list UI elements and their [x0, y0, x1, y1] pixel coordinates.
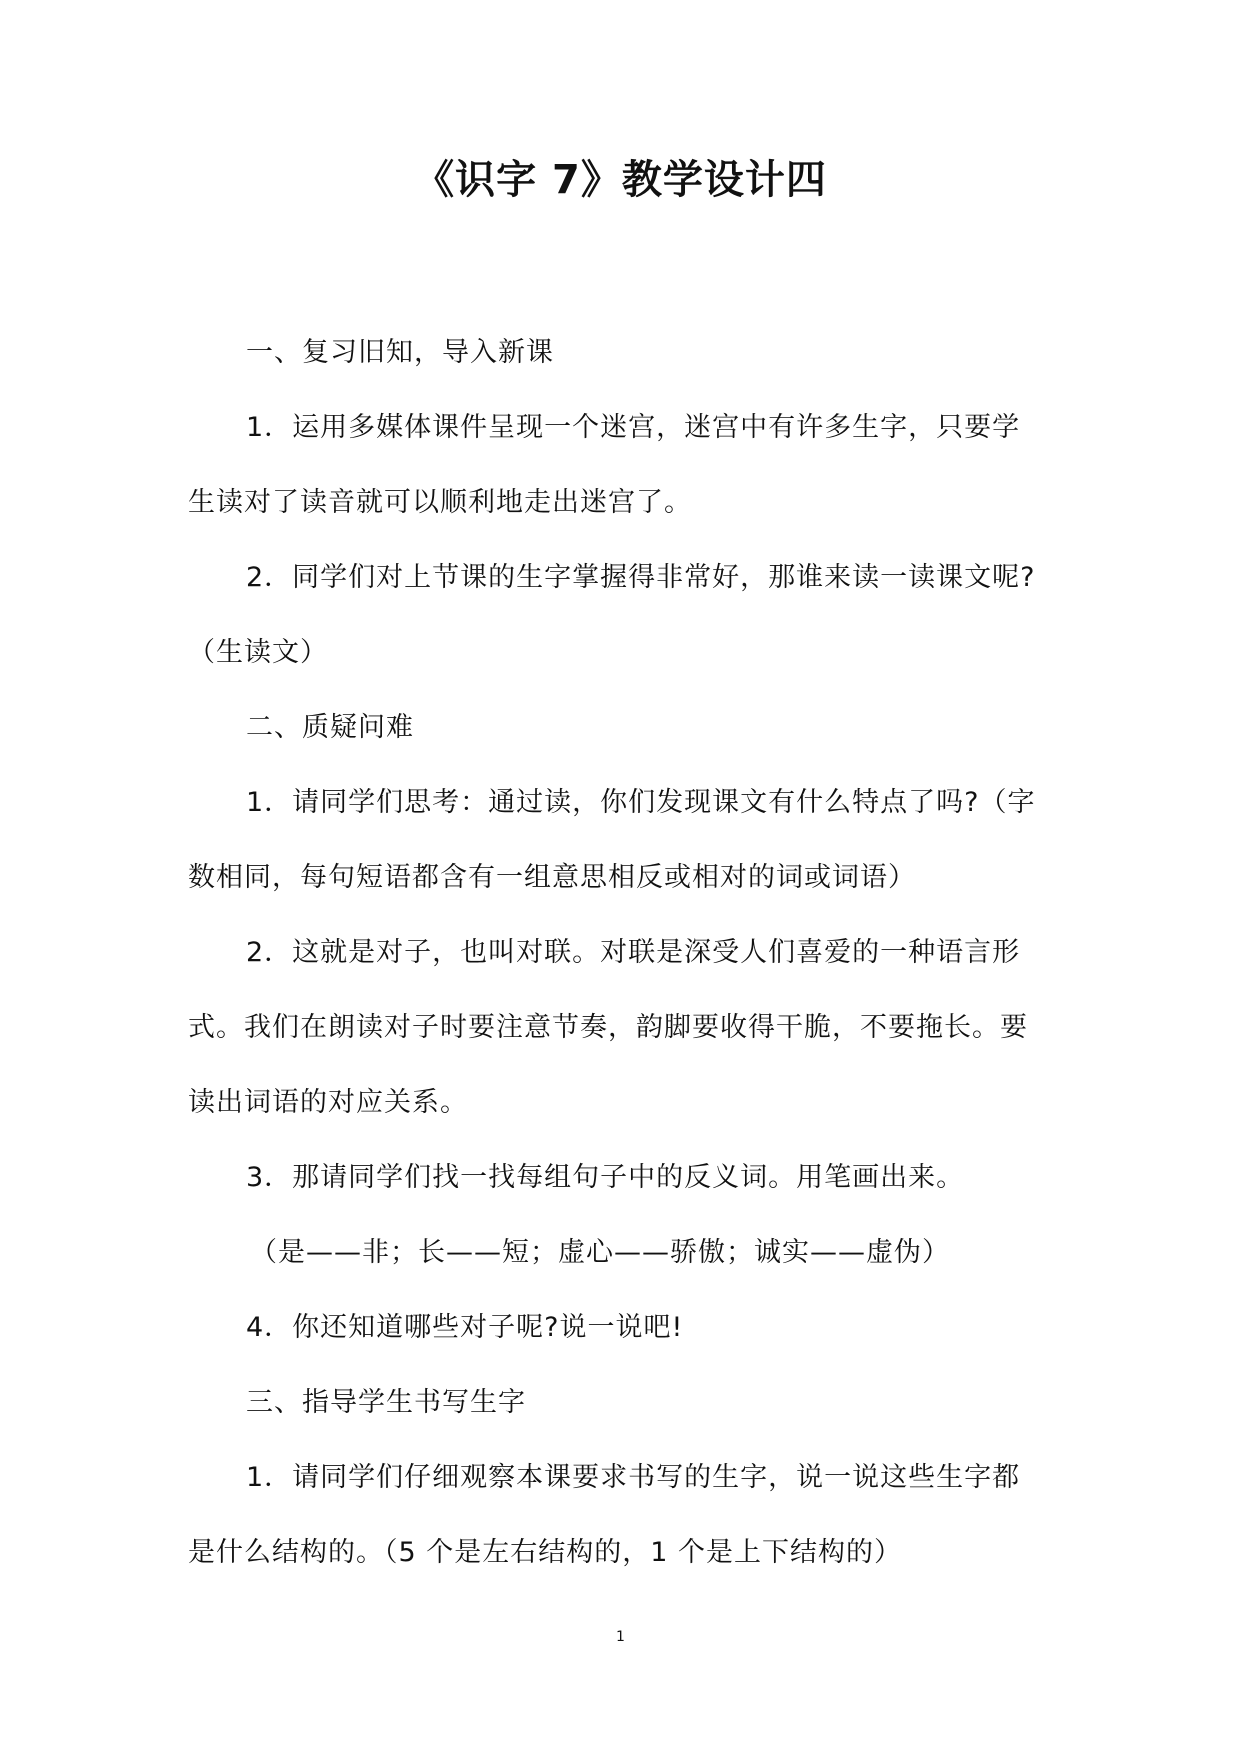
section-heading-2: 二、质疑问难 — [246, 712, 414, 743]
section-heading-1: 一、复习旧知，导入新课 — [246, 337, 554, 368]
paragraph-line: （是——非；长——短；虚心——骄傲；诚实——虚伪） — [250, 1237, 950, 1268]
paragraph-line: （生读文） — [188, 637, 328, 668]
paragraph-line: 是什么结构的。（5 个是左右结构的，1 个是上下结构的） — [188, 1537, 903, 1568]
page-number: 1 — [616, 1629, 625, 1645]
section-heading-3: 三、指导学生书写生字 — [246, 1387, 526, 1418]
document-title: 《识字 7》教学设计四 — [414, 157, 827, 203]
paragraph-line: 2．同学们对上节课的生字掌握得非常好，那谁来读一读课文呢? — [246, 562, 1036, 593]
paragraph-line: 2．这就是对子，也叫对联。对联是深受人们喜爱的一种语言形 — [246, 937, 1021, 968]
paragraph-line: 1．请同学们仔细观察本课要求书写的生字，说一说这些生字都 — [246, 1462, 1021, 1493]
paragraph-line: 式。我们在朗读对子时要注意节奏，韵脚要收得干脆，不要拖长。要 — [188, 1012, 1028, 1043]
paragraph-line: 生读对了读音就可以顺利地走出迷宫了。 — [188, 487, 692, 518]
paragraph-line: 3．那请同学们找一找每组句子中的反义词。用笔画出来。 — [246, 1162, 965, 1193]
paragraph-line: 4．你还知道哪些对子呢?说一说吧! — [246, 1312, 684, 1343]
paragraph-line: 读出词语的对应关系。 — [188, 1087, 468, 1118]
paragraph-line: 1．运用多媒体课件呈现一个迷宫，迷宫中有许多生字，只要学 — [246, 412, 1021, 443]
paragraph-line: 数相同，每句短语都含有一组意思相反或相对的词或词语） — [188, 862, 916, 893]
paragraph-line: 1．请同学们思考：通过读，你们发现课文有什么特点了吗?（字 — [246, 787, 1036, 818]
